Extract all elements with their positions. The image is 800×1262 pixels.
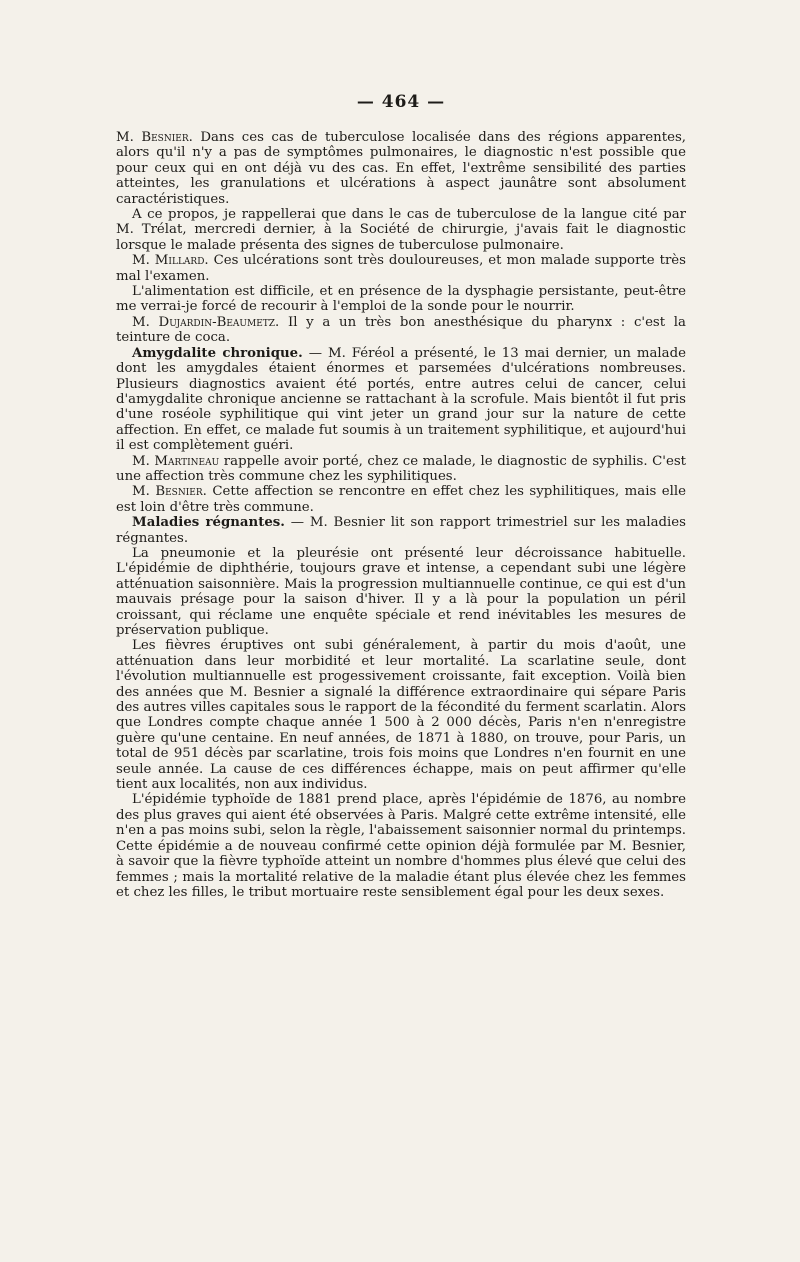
paragraph-text: L'épidémie typhoïde de 1881 prend place, après l'épidémie de 1876, au nombre des plus graves qui aient été observées à Paris. Malgré cette extrême intensité, elle n'en a pas moins subi, selon la règle, l'abaissement saisonnier normal du printemps. Cette épidémie a de nouveau confirmé cette opinion déjà formulée par M. Besnier, à savoir que la fièvre typhoïde atteint un nombre d'hommes plus élevé que celui des femmes ; mais la mortalité relative de la maladie étant plus élevée chez les femmes et chez les filles, le tribut mortuaire reste sensiblement égal pour les deux sexes. xyxy=(116,792,686,900)
paragraph xyxy=(116,638,686,792)
paragraph-text: M. Besnier lit son rapport trimestriel sur les maladies régnantes. xyxy=(116,515,686,546)
paragraph xyxy=(116,484,686,515)
page-number: — 464 — xyxy=(356,92,446,112)
paragraph xyxy=(116,207,686,253)
speaker-name: M. Besnier. xyxy=(132,484,207,500)
paragraph-text: Dans ces cas de tuberculose localisée dans des régions apparentes, alors qu'il n'y a pas de symptômes pulmonaires, le diagnostic n'est possible que pour ceux qui en ont déjà vu des cas. En effet, l'extrême sensibilité des parties atteintes, les granulations et ulcérations à aspect jaunâtre sont absolument caractéristiques. xyxy=(116,130,686,207)
paragraph-text: Les fièvres éruptives ont subi généralement, à partir du mois d'août, une atténuation dans leur morbidité et leur mortalité. La scarlatine seule, dont l'évolution multiannuelle est progessivement croissante, fait exception. Voilà bien des années que M. Besnier a signalé la différence extraordinaire qui sépare Paris des autres villes capitales sous le rapport de la fécondité du ferment scarlatin. Alors que Londres compte chaque année 1 500 à 2 000 décès, Paris n'en n'enregistre guère qu'une centaine. En neuf années, de 1871 à 1880, on trouve, pour Paris, un total de 951 décès par scarlatine, trois fois moins que Londres n'en fournit en une seule année. La cause de ces différences échappe, mais on peut affirmer qu'elle tient aux localités, non aux individus. xyxy=(116,638,686,793)
paragraph-text: La pneumonie et la pleurésie ont présenté leur décroissance habituelle. L'épidémie de diphthérie, toujours grave et intense, a cependant subi une légère atténuation saisonnière. Mais la progression multiannuelle continue, ce qui est d'un mauvais présage pour la saison d'hiver. Il y a là pour la population un péril croissant, qui réclame une enquête spéciale et rend inévitables les mesures de préservation publique. xyxy=(116,545,686,638)
paragraph: Maladies régnantes. — M. Besnier lit son rapport trimestriel sur les maladies régnantes. xyxy=(116,515,686,546)
paragraph xyxy=(116,454,686,485)
speaker-name: M. Besnier. xyxy=(116,130,193,145)
paragraph xyxy=(116,546,686,638)
paragraph xyxy=(116,792,686,900)
paragraph-text: Ces ulcérations sont très douloureuses, et mon malade supporte très mal l'examen. xyxy=(116,253,686,284)
paragraph xyxy=(116,315,686,346)
paragraph xyxy=(116,130,686,207)
paragraph-text: L'alimentation est difficile, et en présence de la dysphagie persistante, peut-être me verrai-je forcé de recourir à l'emploi de la sonde pour le nourrir. xyxy=(116,284,686,315)
paragraph xyxy=(116,284,686,315)
paragraph: Amygdalite chronique. — M. Féréol a présenté, le 13 mai dernier, un malade dont les amygdales étaient énormes et parsemées d'ulcérations nombreuses. Plusieurs diagnostics avaient été portés, entre autres celui de cancer, celui d'amygdalite chronique ancienne se rattachant à la scrofule. Mais bientôt il fut pris d'une roséole syphilitique qui vint jeter un grand jour sur la nature de cette affection. En effet, ce malade fut soumis à un traitement syphilitique, et aujourd'hui il est complètement guéri. xyxy=(116,345,686,454)
speaker-name: M. Martineau xyxy=(132,453,220,469)
body-text xyxy=(116,130,686,900)
paragraph-text: A ce propos, je rappellerai que dans le cas de tuberculose de la langue cité par M. Trélat, mercredi dernier, à la Société de chirurgie, j'avais fait le diagnostic lorsque le malade présenta des signes de tuberculose pulmonaire. xyxy=(116,207,686,253)
section-heading: Maladies régnantes. xyxy=(132,515,285,531)
section-heading: Amygdalite chronique. xyxy=(132,345,303,361)
speaker-name: M. Millard. xyxy=(132,253,209,269)
paragraph-text: Il y a un très bon anesthésique du pharynx : c'est la teinture de coca. xyxy=(116,314,686,346)
paragraph-text: M. Féréol a présenté, le 13 mai dernier, un malade dont les amygdales étaient énormes et parsemées d'ulcérations nombreuses. Plusieurs diagnostics avaient été portés, entre autres celui de cancer, celui d'amygdalite chronique ancienne se rattachant à la scrofule. Mais bientôt il fut pris d'une roséole syphilitique qui vint jeter un grand jour sur la nature de cette affection. En effet, ce malade fut soumis à un traitement syphilitique, et aujourd'hui il est complètement guéri. xyxy=(116,345,686,454)
speaker-name: M. Dujardin-Beaumetz. xyxy=(132,314,280,330)
paragraph xyxy=(116,253,686,284)
paragraph-text: rappelle avoir porté, chez ce malade, le diagnostic de syphilis. C'est une affection très commune chez les syphilitiques. xyxy=(116,453,686,484)
paragraph-text: Cette affection se rencontre en effet chez les syphilitiques, mais elle est loin d'être très commune. xyxy=(116,484,686,515)
